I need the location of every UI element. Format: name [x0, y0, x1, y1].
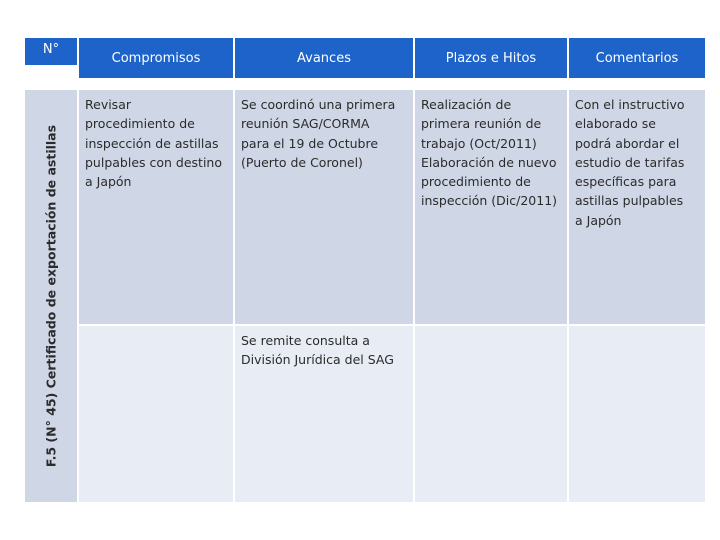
row2-comentarios [569, 326, 705, 502]
header-avances: Avances [235, 38, 413, 78]
row2-plazos [415, 326, 567, 502]
row1-comentarios: Con el instructivo elaborado se podrá abordar el estudio de tarifas específicas para astillas pulpables a Japón [569, 90, 705, 324]
commitments-table [25, 38, 705, 502]
row-label: F.5 (N° 45) Certificado de exportación de astillas [43, 124, 59, 468]
row2-compromisos [79, 326, 233, 502]
row-label-cell [25, 90, 77, 502]
header-plazos: Plazos e Hitos [415, 38, 567, 78]
row1-compromisos: Revisar procedimiento de inspección de astillas pulpables con destino a Japón [79, 90, 233, 324]
row1-plazos: Realización de primera reunión de trabajo (Oct/2011) Elaboración de nuevo procedimiento de inspección (Dic/2011) [415, 90, 567, 324]
row2-avances: Se remite consulta a División Jurídica del SAG [235, 326, 413, 502]
row1-avances: Se coordinó una primera reunión SAG/CORMA para el 19 de Octubre (Puerto de Coronel) [235, 90, 413, 324]
header-numero: N° [25, 38, 77, 65]
header-comentarios: Comentarios [569, 38, 705, 78]
header-compromisos: Compromisos [79, 38, 233, 78]
